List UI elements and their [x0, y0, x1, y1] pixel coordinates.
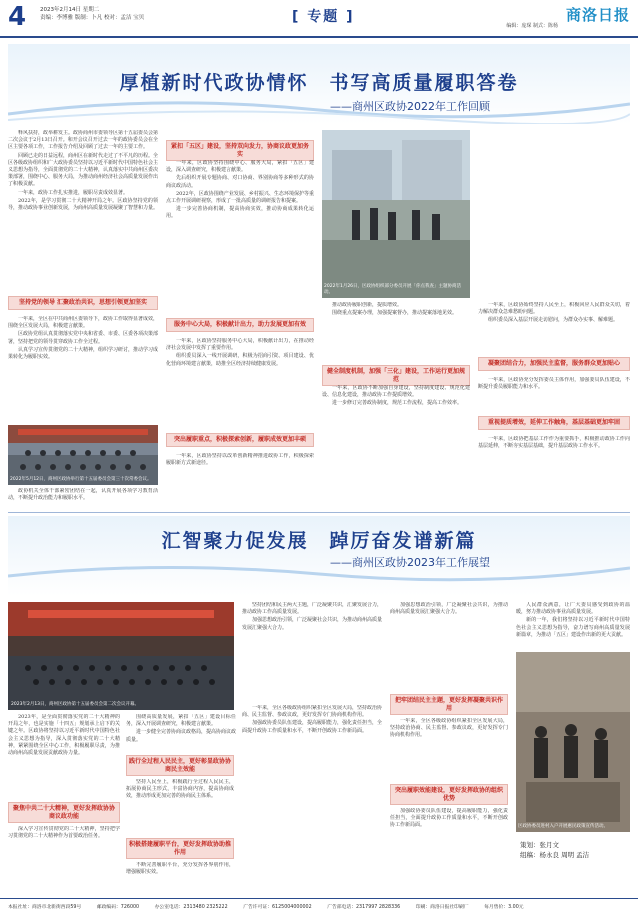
paragraph: 加强政协委员队伍建设，提高履职能力，强化责任担当，全面提升政协工作质量和水平，不断开创政协工作新局面。 [242, 720, 382, 734]
subhead-unity-democracy: 把牢团结民主主题，更好发挥凝聚共识作用 [390, 694, 508, 715]
headline-banner-2023 [8, 516, 630, 596]
paragraph: 一年来，区政协始终坚持人民至上，积极回应人民群众关切，着力解决群众急难愁盼问题。 [478, 302, 630, 316]
headline-2023: 汇智聚力促发展 踔厉奋发谱新篇 [161, 530, 477, 552]
subhead-whole-process-democracy: 践行全过程人民民主，更好彰显政协协商民主效能 [126, 755, 234, 776]
paragraph: 围绕高质量发展，紧扣「五区」建设目标任务，深入开展调查研究，积极建言献策。 [126, 714, 236, 728]
photo-caption: 2022年5月12日，商州区政协举行第十五届委员会第三十次常委会议。 [10, 477, 152, 482]
subhead-platform: 积极搭建履职平台，更好发挥政协助推作用 [126, 838, 234, 859]
subhead-unity: 凝聚团结合力，加强民主监督，服务群众更加贴心 [478, 357, 630, 371]
paragraph: 不断完善履职平台，充分发挥各界别作用，增强履职实效。 [126, 862, 234, 876]
paragraph: 加强思想政治引领，广泛凝聚社会共识，为推动商州高质量发展汇聚强大合力。 [390, 602, 508, 616]
issue-date: 2023年2月14日 星期二 [40, 7, 100, 13]
meeting-photo-image [8, 425, 158, 485]
article2-column-3 [242, 602, 382, 702]
plenary-photo-image [8, 602, 234, 710]
paragraph: 组织委员深入基层开展走访慰问，为群众办实事、解难题。 [488, 317, 619, 324]
paragraph: 加强政协委员队伍建设，提高履职能力，强化责任担当，全面提升政协工作质量和水平，不断开创政协工作新局面。 [390, 808, 508, 829]
article2-column-5 [516, 602, 630, 648]
paragraph: 坚持团结和民主两大主题，广泛凝聚共识，汇聚发展合力，推动政协工作高质量发展。 [242, 602, 382, 616]
paragraph: 一年来，全区各级政协组织紧扣全区发展大局，坚持政治协商、民主监督、参政议政，更好发挥专门协商机构作用。 [242, 705, 382, 719]
paragraph: 一年来，全区各级政协组织紧扣全区发展大局，坚持政治协商、民主监督、参政议政，更好发挥专门协商机构作用。 [390, 718, 508, 739]
section-divider [8, 512, 630, 513]
article2-column-4b [390, 718, 508, 782]
photo-caption: 2023年2月13日，商州区政协第十五届委员会第二次会议开幕。 [11, 702, 140, 707]
article1-column-1c [8, 488, 158, 510]
paragraph: 区政协党组认真贯彻落实党中央和省委、市委、区委各项决策部署，坚持把党的领导贯穿政协工作全过程。 [8, 331, 158, 345]
article1-column-4 [478, 302, 630, 354]
paragraph: 进一步修订完善政协制度，规范工作流程，提高工作效率。 [332, 400, 463, 407]
paragraph: 进一步完善协商机制，提高协商实效，推动协商成果转化运用。 [166, 206, 314, 220]
article1-column-1 [8, 130, 158, 293]
subhead-party-leadership: 坚持党的领导 汇聚政治共识，思想引领更加坚实 [8, 296, 158, 310]
editors-right: 编辑：庞琛 制式：陈杨 [506, 23, 558, 29]
field-photo-image [322, 130, 470, 298]
paragraph: 一年来，区政协不断加强自身建设，坚持制度建设、规范化建设、信息化建设，推动政协工作提质增效。 [322, 385, 470, 399]
subhead-system-mechanism: 健全制度机制，加强「三化」建设，工作运行更加规范 [322, 365, 470, 386]
paragraph: 人民群众满意，让广大委员感受到政协的温暖，努力推动政协事业高质量发展。 [516, 602, 630, 616]
article1-column-2b [166, 338, 314, 430]
paragraph: 推动政协履职创新，提质增效。 [332, 302, 403, 308]
masthead [0, 0, 638, 38]
paragraph: 2023年，是全面贯彻落实党的二十大精神的开局之年，也是实施「十四五」规划承上启下的关键之年。区政协将坚持以习近平新时代中国特色社会主义思想为指导，深入贯彻落实党的二十大精神，紧紧围绕全区中心工作，积极履职尽责，为推动商州高质量发展贡献政协力量。 [8, 714, 120, 757]
paragraph: 2022年，区政协围绕产业发展、乡村振兴、生态环境保护等重点工作开展调研视察，形成了一批高质量的调研报告和提案。 [166, 190, 314, 205]
article2-column-1 [8, 714, 120, 800]
masthead-meta [40, 6, 144, 22]
paragraph: 加强思想政治引领，广泛凝聚社会共识，为推动商州高质量发展汇聚强大合力。 [242, 617, 382, 631]
article2-column-1b [8, 826, 120, 894]
paragraph: 释风扶持，政举耕发主。政协商州市委领导区第十五届委员会第二次会议于2月13日召开。和开会议召开过去一年的政协委员会在全区主要各项工作，工作报告介绍及回顾了过去一年的主要工作。 [8, 130, 158, 151]
paragraph: 先后组织开展专题协商、对口协商、界别协商等多种形式的协商议政活动。 [166, 175, 314, 189]
article1-column-2c [166, 453, 314, 508]
footer-address: 本报社址：商洛市北新街西段59号 [8, 905, 82, 910]
headline-2022: 厚植新时代政协情怀 书写高质量履职答卷 [119, 72, 519, 94]
article1-column-4c [478, 436, 630, 508]
photo-caption: 2022年1月26日，区政协组织部分委员开展「你点我查」主题协商活动。 [324, 284, 462, 295]
subhead-performance: 突出履职效能建设，更好发挥政协的组织优势 [390, 784, 508, 805]
subhead-five-districts: 紧扣「五区」建设，坚持双向发力，协商议政更加务实 [166, 140, 314, 161]
paragraph: 组织委员深入一线开展调研，积极为招商引资、项目建设、优化营商环境建言献策，助推全区经济持续健康发展。 [166, 353, 314, 367]
article1-column-1b [8, 316, 158, 422]
subhead-grassroots: 重视提质增效，延伸工作触角，基层基础更加牢固 [478, 416, 630, 430]
photo-village-visit [516, 652, 630, 832]
article1-column-3 [322, 302, 470, 362]
planner-credit: 策划：张月文 [520, 841, 559, 849]
paragraph: 深入学习宣传贯彻党的二十大精神，坚持把学习贯彻党的二十大精神作为首要政治任务。 [8, 826, 120, 840]
photo-standing-committee [8, 425, 158, 485]
footer-office-phone: 办公室电话：2313480 2325222 [154, 905, 228, 910]
paragraph: 一年来，区政协把基层工作作为重要抓手，积极推动政协工作向基层延伸，不断夯实基层基础，提升基层政协工作水平。 [478, 436, 630, 450]
article2-column-4c [390, 808, 508, 894]
subhead-serve-center: 服务中心大局，积极献计出力，助力发展更加有效 [166, 318, 314, 332]
article2-column-4 [390, 602, 508, 692]
paragraph: 一年来，区政协坚持服务中心大局，积极献计出力，在推动经济社会发展中发挥了重要作用。 [166, 338, 314, 352]
article2-column-3x [242, 705, 382, 895]
paragraph: 一年来，区政协充分发挥委员主体作用，加强委员队伍建设，不断提升委员履职能力和水平。 [478, 377, 630, 391]
footer [0, 898, 638, 913]
footer-price: 每月售价：3.00元 [484, 905, 524, 910]
footer-ad-license: 广告许可证：6125004000002 [243, 905, 312, 910]
subhead-duty-focus: 突出履职重点，积极探索创新，履职成效更加丰硕 [166, 433, 314, 447]
village-photo-image [516, 652, 630, 832]
editor-line: 责编：李博雅 版制：卜凡 校对：孟洁 宝贝 [40, 15, 145, 21]
newspaper-logo: 商洛日报 [565, 6, 630, 24]
paragraph: 一年来，区政协坚持围绕中心、服务大局，紧扣「五区」建设，深入调查研究，积极建言献策。 [166, 160, 314, 174]
article2-column-2b [126, 779, 234, 835]
paragraph: 围绕重点提案办理，加强提案督办，推动提案落地见效。 [332, 310, 458, 317]
article1-column-4b [478, 377, 630, 413]
footer-ad-phone: 广告部电话：2317997 2828336 [327, 905, 401, 910]
paragraph: 一年来，全区在中共商州区委领导下，政协工作取得显著成效，围绕全区发展大局，积极建言献策。 [8, 316, 158, 330]
paragraph: 政协机关全体干部紧密团结在一起，认真开展各项学习教育活动，不断提升政治能力和履职水平。 [8, 488, 158, 502]
paragraph: 一年来，区政协坚持以改革创新精神推进政协工作，积极探索履职新方式新途径。 [166, 453, 314, 467]
paragraph: 坚持人民至上，积极践行全过程人民民主，拓展协商民主形式，丰富协商内容，提高协商成效，推动形成更加完善的协商民主体系。 [126, 779, 234, 800]
paragraph: 新的一年，我们将坚持以习近平新时代中国特色社会主义思想为指导，奋力谱写商州高质量发展新篇章，为推动「五区」建设作出新的更大贡献。 [516, 617, 630, 638]
paragraph: 进一步健全完善协商议政格局，提高协商议政质量。 [126, 729, 236, 743]
footer-postcode: 邮政编码：726000 [96, 905, 140, 910]
article1-column-3b [322, 385, 470, 507]
credits [520, 840, 589, 860]
photo-plenary-session [8, 602, 234, 710]
subheadline-2022: ——商州区政协2022年工作回顾 [330, 100, 490, 113]
subhead-twenty-congress: 聚焦中共二十大精神，更好发挥政协协商议政功能 [8, 802, 120, 823]
editors-credit: 组稿：杨永良 周明 孟洁 [520, 851, 590, 859]
paragraph: 回顾已走的日益远程，商州区在新时代走过了不平凡的历程。全区各级政协组织和广大政协委员坚持以习近平新时代中国特色社会主义思想为指导，全面贯彻党的二十大精神，认真落实中共商州区委决策部署，围绕中心、服务大局，为推动商州经济社会高质量发展作出了积极贡献。 [8, 152, 158, 188]
paragraph: 认真学习宣传贯彻党的二十大精神，组织学习研讨，推动学习成果转化为履职实效。 [8, 346, 158, 361]
section-title: [ 专题 ] [292, 9, 355, 25]
photo-caption: 区政协委员进村入户开展惠民政策宣传活动。 [518, 824, 608, 829]
footer-printer: 印刷：商洛日报社印刷厂 [415, 905, 469, 910]
article2-column-2c [126, 862, 234, 894]
page-number: 4 [8, 2, 27, 32]
article2-column-2 [126, 714, 236, 752]
subheadline-2023: ——商州区政协2023年工作展望 [330, 556, 490, 569]
headline-banner-2022 [8, 44, 630, 124]
paragraph: 一年来，政协工作扎实推进，履职尽责成效显著。 [18, 189, 129, 196]
photo-field-activity [322, 130, 470, 298]
paragraph: 2022年，是学习贯彻二十大精神开局之年。区政协坚持党的领导，推动政协事业创新发展，为商州高质量发展凝聚了智慧和力量。 [8, 197, 158, 212]
article1-column-2 [166, 160, 314, 315]
